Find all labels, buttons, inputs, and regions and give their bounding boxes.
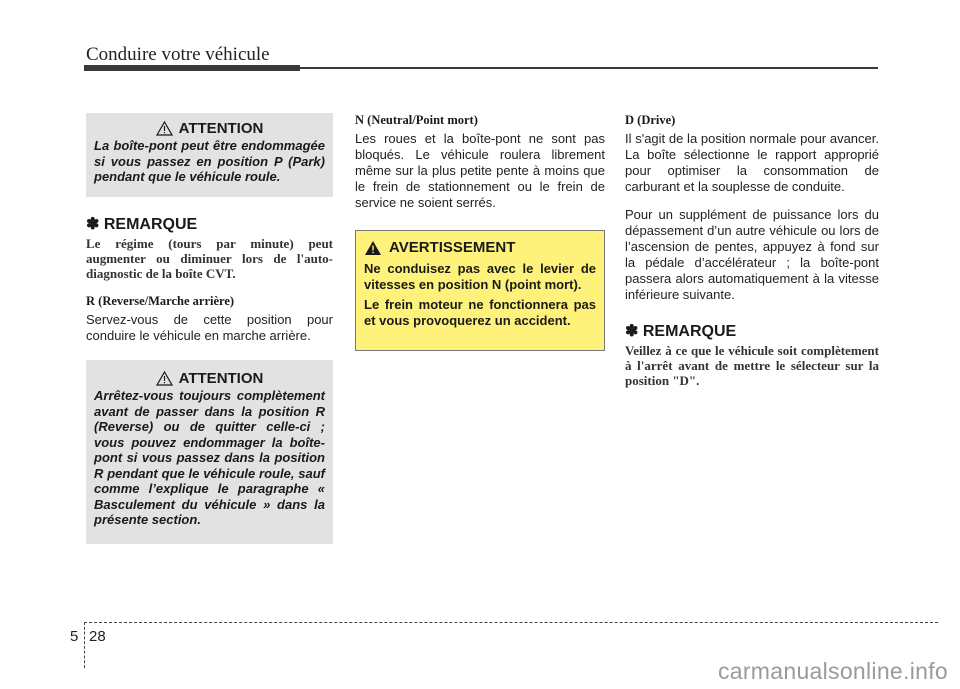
column-right bbox=[625, 113, 879, 388]
header-rule-thin bbox=[300, 67, 878, 69]
warning-box bbox=[355, 230, 605, 351]
page-title: Conduire votre véhicule bbox=[86, 44, 270, 65]
reverse-section bbox=[86, 294, 333, 344]
attention-title: ATTENTION bbox=[178, 120, 264, 137]
neutral-heading: N (Neutral/Point mort) bbox=[355, 113, 478, 127]
warning-title: AVERTISSEMENT bbox=[389, 239, 516, 256]
attention-title: ATTENTION bbox=[178, 370, 264, 387]
neutral-text: Les roues et la boîte-pont ne sont pas bloqués. Le véhicule roulera librement même sur la plus petite pente à moins que le frein de stationnement ou le frein de service ne soient serrés. bbox=[355, 131, 605, 210]
attention-text: La boîte-pont peut être endommagée si vous passez en position P (Park) pendant que le véhicule roule. bbox=[94, 138, 325, 184]
warning-text-2: Le frein moteur ne fonctionnera pas et vous provoquerez un accident. bbox=[364, 297, 596, 328]
page-number: 28 bbox=[89, 628, 106, 645]
note-text: Le régime (tours par minute) peut augmenter ou diminuer lors de l'auto-diagnostic de la boîte CVT. bbox=[86, 236, 333, 281]
attention-box-reverse bbox=[86, 360, 333, 544]
warning-triangle-filled-icon bbox=[364, 240, 382, 256]
note-section bbox=[625, 321, 879, 388]
drive-section bbox=[625, 113, 879, 303]
footer-divider bbox=[84, 622, 85, 668]
chapter-number: 5 bbox=[70, 628, 79, 645]
note-heading: ✽ REMARQUE bbox=[625, 323, 737, 340]
warning-triangle-outline-icon bbox=[156, 121, 173, 136]
note-text: Veillez à ce que le véhicule soit complètement à l'arrêt avant de mettre le sélecteur sur la position "D". bbox=[625, 343, 879, 388]
header-rule-thick bbox=[84, 65, 300, 71]
column-left bbox=[86, 113, 333, 544]
column-middle bbox=[355, 113, 605, 351]
note-heading: ✽ REMARQUE bbox=[86, 216, 198, 233]
reverse-heading: R (Reverse/Marche arrière) bbox=[86, 294, 235, 308]
watermark: carmanualsonline.info bbox=[717, 658, 948, 684]
note-section bbox=[86, 214, 333, 281]
warning-triangle-outline-icon bbox=[156, 371, 173, 386]
reverse-text: Servez-vous de cette position pour conduire le véhicule en marche arrière. bbox=[86, 312, 333, 343]
drive-text-2: Pour un supplément de puissance lors du dépassement d’un autre véhicule ou lors de l’ascension de pentes, appuyez à fond sur la pédale d’accélérateur ; la boîte-pont passera alors automatiquement à la vitesse inférieure suivante. bbox=[625, 207, 879, 302]
warning-text-1: Ne conduisez pas avec le levier de vitesses en position N (point mort). bbox=[364, 261, 596, 292]
neutral-section bbox=[355, 113, 605, 211]
footer-rule bbox=[84, 622, 938, 623]
drive-heading: D (Drive) bbox=[625, 113, 676, 127]
attention-text: Arrêtez-vous toujours complètement avant de passer dans la position R (Reverse) ou de quitter celle-ci ; vous pouvez endommager la boîte-pont si vous passez dans la position R pendant que le véhicule roule, sauf comme l’explique le paragraphe « Basculement du véhicule » dans la présente section. bbox=[94, 388, 325, 527]
drive-text-1: Il s'agit de la position normale pour avancer. La boîte sélectionne le rapport approprié pour optimiser la consommation de carburant et la souplesse de conduite. bbox=[625, 131, 879, 194]
attention-box-park bbox=[86, 113, 333, 197]
